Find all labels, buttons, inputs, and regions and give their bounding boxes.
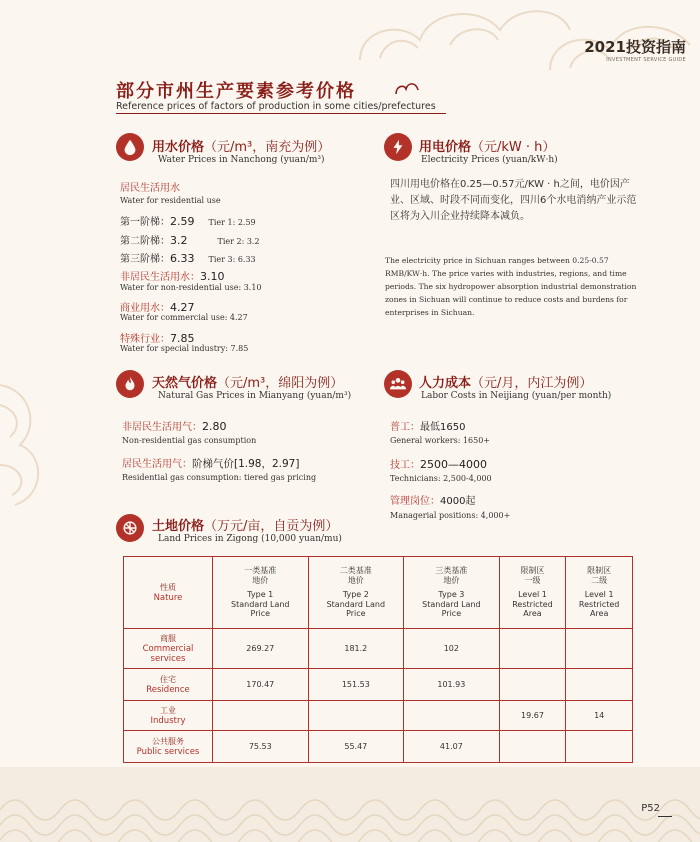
col-en2: Restricted xyxy=(578,599,620,609)
row-header-commercial xyxy=(124,629,213,669)
spec-label: 特殊行业： xyxy=(120,334,170,345)
tech-value: 2500—4000 xyxy=(420,458,487,471)
col-en2: Restricted xyxy=(512,599,553,609)
row-en1: Industry xyxy=(150,716,186,726)
table-row xyxy=(124,629,633,669)
row-en1: Commercial xyxy=(142,644,194,654)
page-number-underline xyxy=(658,816,672,817)
table-cell: 181.2 xyxy=(308,629,404,669)
gas-nonres-value: 2.80 xyxy=(202,420,227,433)
water-nonresidential-en: Water for non-residential use: 3.10 xyxy=(120,283,262,292)
col-en1: Type 1 xyxy=(247,590,274,600)
col-en3: Price xyxy=(346,609,366,619)
col-en3: Area xyxy=(523,609,542,619)
col-header-type3 xyxy=(404,557,500,629)
nonres-value: 3.10 xyxy=(200,270,225,283)
col-zh2: 地价 xyxy=(252,575,269,585)
comm-label: 商业用水： xyxy=(120,303,170,314)
labor-technician-en: Technicians: 2,500-4,000 xyxy=(390,474,492,483)
table-cell: 102 xyxy=(404,629,500,669)
row-zh: 商服 xyxy=(160,634,176,643)
labor-managerial xyxy=(390,489,475,508)
row-en2: services xyxy=(150,654,186,664)
table-cell: 75.53 xyxy=(213,731,309,763)
tech-label: 技工： xyxy=(390,460,420,471)
general-value: 最低1650 xyxy=(420,422,466,433)
col-zh1: 三类基准 xyxy=(435,566,468,576)
water-title-text: 用水价格 xyxy=(152,140,205,155)
electricity-description-en: The electricity price in Sichuan ranges between 0.25-0.57 RMB/KW·h. The price varies with industries, regions, and time periods. The six hydropower absorption industrial demonstration zones in Sichuan will continue to reduce costs and burdens for enterprises in Sichuan. xyxy=(385,256,637,317)
col-zh1: 限制区 xyxy=(520,566,545,576)
mgmt-label: 管理岗位： xyxy=(390,496,440,507)
col-en3: Area xyxy=(589,609,609,619)
row-zh: 工业 xyxy=(160,706,176,715)
table-cell xyxy=(308,701,404,731)
col-en1: Type 2 xyxy=(342,590,369,600)
gas-res-value: 阶梯气价[1.98，2.97] xyxy=(192,458,300,470)
table-cell: 101.93 xyxy=(404,669,500,701)
table-cell xyxy=(566,731,633,763)
water-residential-en: Water for residential use xyxy=(120,196,221,205)
electricity-title-text: 用电价格 xyxy=(419,140,472,155)
guide-header xyxy=(584,36,686,63)
gas-nonres-label: 非居民生活用气： xyxy=(122,422,202,433)
tier2-label: 第二阶梯： xyxy=(120,236,170,247)
labor-general-en: General workers: 1650+ xyxy=(390,436,491,445)
col-en3: Price xyxy=(441,609,462,619)
corner-zh: 性质 xyxy=(160,583,176,592)
tier2-value: 3.2 xyxy=(170,234,188,247)
col-en2: Standard Land xyxy=(422,599,481,609)
gas-title-paren: （元/m³，绵阳为例） xyxy=(217,376,344,391)
comm-value: 4.27 xyxy=(170,301,195,314)
footer-band xyxy=(0,767,700,842)
tier3-label: 第三阶梯： xyxy=(120,254,170,265)
gas-residential xyxy=(122,452,299,471)
col-en1: Level 1 xyxy=(518,590,547,600)
table-cell xyxy=(404,701,500,731)
water-title-paren: （元/m³，南充为例） xyxy=(204,140,331,155)
labor-title-text: 人力成本 xyxy=(419,376,472,391)
title-divider xyxy=(116,113,446,114)
general-label: 普工： xyxy=(390,422,420,433)
labor-technician xyxy=(390,453,487,472)
water-title xyxy=(152,136,330,155)
corner-en: Nature xyxy=(153,593,183,603)
row-zh: 住宅 xyxy=(160,675,176,684)
water-nonresidential xyxy=(120,265,225,284)
electricity-title-en: Electricity Prices (yuan/kW·h) xyxy=(421,155,558,165)
labor-title-en: Labor Costs in Neijiang (yuan/per month) xyxy=(421,391,612,401)
row-zh: 公共服务 xyxy=(152,737,184,746)
col-zh2: 一级 xyxy=(524,575,541,585)
table-cell: 151.53 xyxy=(308,669,404,701)
electricity-title xyxy=(419,136,555,155)
table-corner-cell xyxy=(124,557,213,629)
gas-title-text: 天然气价格 xyxy=(152,376,218,391)
guide-subtitle: INVESTMENT SERVICE GUIDE xyxy=(606,57,686,63)
row-en1: Public services xyxy=(136,747,200,757)
tier1-en: Tier 1: 2.59 xyxy=(208,218,256,227)
col-en2: Standard Land xyxy=(231,599,290,609)
col-zh2: 地价 xyxy=(443,575,460,585)
electricity-description-zh: 四川用电价格在0.25—0.57元/KW · h之间，电价因产业、区域、时段不同而变化，四川6个水电消纳产业示范区将为入川企业持续降本减负。 xyxy=(390,179,637,222)
gas-residential-en: Residential gas consumption: tiered gas pricing xyxy=(122,473,317,482)
table-cell: 269.27 xyxy=(213,629,309,669)
labor-general xyxy=(390,415,465,434)
col-zh1: 一类基准 xyxy=(244,566,277,576)
labor-managerial-en: Managerial positions: 4,000+ xyxy=(390,511,511,520)
water-title-en: Water Prices in Nanchong (yuan/m³) xyxy=(158,155,325,165)
spec-value: 7.85 xyxy=(170,332,195,345)
table-cell: 41.07 xyxy=(404,731,500,763)
mgmt-value: 4000起 xyxy=(440,496,476,507)
tier2-en: Tier 2: 3.2 xyxy=(217,237,260,246)
land-grid-icon xyxy=(116,514,144,542)
title-cloud-ornament xyxy=(394,80,420,96)
col-header-type1 xyxy=(213,557,309,629)
water-tier1 xyxy=(120,210,256,229)
table-cell: 14 xyxy=(566,701,633,731)
table-row xyxy=(124,669,633,701)
col-en2: Standard Land xyxy=(326,599,386,609)
row-header-industry xyxy=(124,701,213,731)
water-commercial-en: Water for commercial use: 4.27 xyxy=(120,313,248,322)
col-zh1: 限制区 xyxy=(587,566,612,576)
land-title xyxy=(152,515,338,534)
table-cell xyxy=(566,629,633,669)
table-cell xyxy=(566,669,633,701)
col-header-restricted-1 xyxy=(499,557,566,629)
col-header-restricted-2 xyxy=(566,557,633,629)
col-zh2: 地价 xyxy=(347,575,364,585)
tier3-value: 6.33 xyxy=(170,252,195,265)
guide-title: 2021投资指南 xyxy=(584,38,686,56)
col-zh1: 二类基准 xyxy=(339,566,372,576)
land-price-table xyxy=(123,556,633,763)
page-title: 部分市州生产要素参考价格 xyxy=(116,81,356,102)
land-title-text: 土地价格 xyxy=(152,519,205,534)
col-en3: Price xyxy=(250,609,271,619)
flame-icon xyxy=(116,370,144,398)
nonres-label: 非居民生活用水： xyxy=(120,272,200,283)
table-row xyxy=(124,731,633,763)
labor-title xyxy=(419,372,592,391)
row-header-public-services xyxy=(124,731,213,763)
table-cell xyxy=(499,669,566,701)
col-en1: Type 3 xyxy=(438,590,465,600)
table-cell xyxy=(213,701,309,731)
electricity-title-paren: （元/kW · h） xyxy=(471,140,556,155)
labor-title-paren: （元/月，内江为例） xyxy=(471,376,593,391)
page-title-en: Reference prices of factors of production in some cities/prefectures xyxy=(116,101,436,112)
people-icon xyxy=(384,370,412,398)
lightning-bolt-icon xyxy=(384,133,412,161)
col-en1: Level 1 xyxy=(584,590,614,600)
tier1-label: 第一阶梯： xyxy=(120,217,170,228)
land-title-paren: （万元/亩，自贡为例） xyxy=(204,519,339,534)
gas-nonresidential-en: Non-residential gas consumption xyxy=(122,436,257,445)
land-title-en: Land Prices in Zigong (10,000 yuan/mu) xyxy=(158,534,342,544)
table-row xyxy=(124,701,633,731)
col-zh2: 二级 xyxy=(591,575,608,585)
table-cell xyxy=(499,629,566,669)
table-cell: 170.47 xyxy=(213,669,309,701)
table-header-row xyxy=(124,557,633,629)
gas-title xyxy=(152,372,343,391)
row-header-residence xyxy=(124,669,213,701)
table-cell: 55.47 xyxy=(308,731,404,763)
gas-nonresidential xyxy=(122,415,227,434)
water-special-en: Water for special industry: 7.85 xyxy=(120,344,249,353)
col-header-type2 xyxy=(308,557,404,629)
water-tier2 xyxy=(120,229,260,248)
gas-title-en: Natural Gas Prices in Mianyang (yuan/m³) xyxy=(158,391,352,401)
cloud-decoration-left xyxy=(0,365,60,565)
tier3-en: Tier 3: 6.33 xyxy=(208,255,256,264)
page-number: P52 xyxy=(641,803,660,814)
table-cell xyxy=(499,731,566,763)
gas-res-label: 居民生活用气： xyxy=(122,459,192,470)
water-tier3 xyxy=(120,247,256,266)
tier1-value: 2.59 xyxy=(170,215,195,228)
row-en1: Residence xyxy=(146,685,190,695)
water-residential-label: 居民生活用水 xyxy=(120,183,180,194)
table-cell: 19.67 xyxy=(499,701,566,731)
water-drop-icon xyxy=(116,133,144,161)
